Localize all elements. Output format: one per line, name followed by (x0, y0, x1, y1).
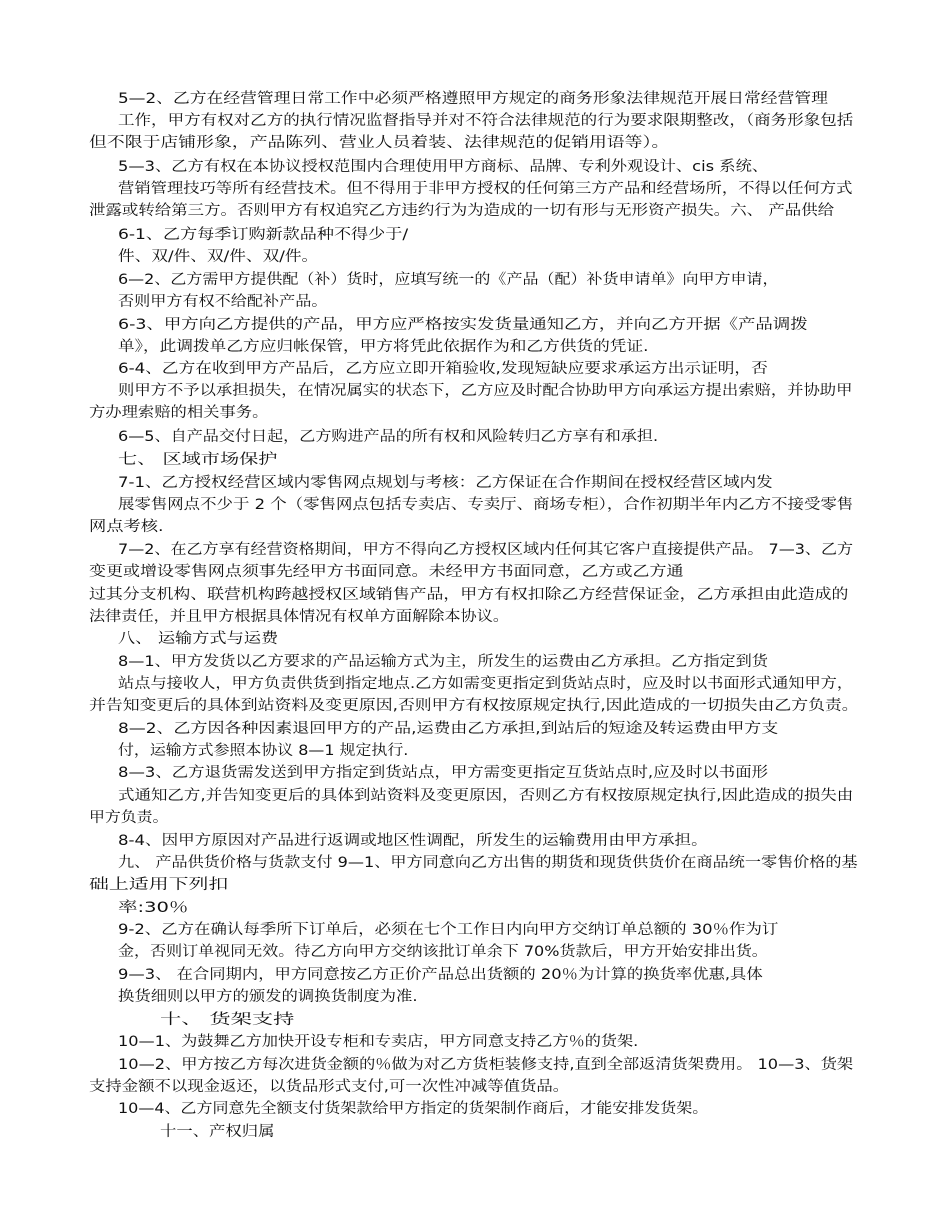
text-line: 9—3、 在合同期内，甲方同意按乙方正价产品总出货额的 20％为计算的换货率优惠,具体 (118, 967, 763, 983)
text-line: 8—3、乙方退货需发送到甲方指定到货站点，甲方需变更指定互货站点时,应及时以书面形 (118, 765, 769, 781)
text-line: 10—1、为鼓舞乙方加快开设专柜和专卖店，甲方同意支持乙方％的货架. (118, 1034, 639, 1050)
text-line: 变更或增设零售网点须事先经甲方书面同意。未经甲方书面同意，乙方或乙方通 (89, 564, 684, 580)
text-line: 方办理索赔的相关事务。 (89, 405, 269, 421)
text-line: 7—2、在乙方享有经营资格期间，甲方不得向乙方授权区域内任何其它客户直接提供产品。 7—3、乙方 (118, 542, 854, 558)
text-line: 则甲方不予以承担损失，在情况属实的状态下，乙方应及时配合协助甲方向承运方提出索赔，并协助甲 (118, 383, 853, 399)
text-line: 付，运输方式参照本协议 8—1 规定执行. (118, 743, 409, 759)
text-line: 础上适用下列扣 (89, 877, 229, 893)
text-line: 6—5、自产品交付日起，乙方购进产品的所有权和风险转归乙方享有和承担. (118, 429, 659, 445)
text-line: 单》，此调拨单乙方应归帐保管，甲方将凭此依据作为和乙方供货的凭证. (118, 339, 649, 355)
text-line: 5—3、乙方有权在本协议授权范围内合理使用甲方商标、品牌、专利外观设计、cis 系统、 (118, 159, 769, 175)
text-line: 率:30％ (118, 900, 189, 916)
text-line: 6-1、乙方每季订购新款品种不得少于/ (118, 227, 409, 243)
text-line: 10—4、乙方同意先全额支付货架款给甲方指定的货架制作商后，才能安排发货架。 (118, 1101, 709, 1117)
text-line: 并告知变更后的具体到站资料及变更原因,否则甲方有权按原规定执行,因此造成的一切损失由乙方负责。 (89, 698, 859, 714)
text-line: 式通知乙方,并告知变更后的具体到站资料及变更原因，否则乙方有权按原规定执行,因此造成的损失由 (118, 788, 854, 804)
text-line: 站点与接收人，甲方负责供货到指定地点.乙方如需变更指定到货站点时，应及时以书面形式通知甲方， (118, 676, 854, 692)
text-line: 否则甲方有权不给配补产品。 (118, 294, 328, 310)
text-line: 6-3、甲方向乙方提供的产品，甲方应严格按实发货量通知乙方，并向乙方开据《产品调拨 (118, 317, 808, 333)
text-line: 换货细则以甲方的颁发的调换货制度为准. (118, 989, 418, 1005)
text-line: 件、双/件、双/件、双/件。 (118, 249, 319, 265)
text-line: 7-1、乙方授权经营区域内零售网点规划与考核：乙方保证在合作期间在授权经营区域内发 (118, 475, 773, 491)
text-line: 10—2、甲方按乙方每次进货金额的％做为对乙方货柜装修支持,直到全部返清货架费用。 10—3、货架 (118, 1057, 854, 1073)
text-line: 5—2、乙方在经营管理日常工作中必须严格遵照甲方规定的商务形象法律规范开展日常经营管理 (118, 91, 828, 107)
text-line: 泄露或转给第三方。否则甲方有权追究乙方违约行为为造成的一切有形与无形资产损失。六、 产品供给 (89, 203, 835, 219)
text-line: 8—2、乙方因各种因素退回甲方的产品,运费由乙方承担,到站后的短途及转运费由甲方支 (118, 721, 779, 737)
text-line: 6-4、乙方在收到甲方产品后，乙方应立即开箱验收,发现短缺应要求承运方出示证明，否 (118, 361, 768, 377)
text-line: 支持金额不以现金返还，以货品形式支付,可一次性冲减等值货品。 (89, 1079, 570, 1095)
text-line: 九、 产品供货价格与货款支付 9—1、甲方同意向乙方出售的期货和现货供货价在商品统一零售价格的基 (118, 855, 858, 871)
text-line: 法律责任，并且甲方根据具体情况有权单方面解除本协议。 (89, 609, 509, 625)
text-line: 网点考核. (89, 519, 164, 535)
text-line: 甲方负责。 (89, 810, 169, 826)
text-line: 6—2、乙方需甲方提供配（补）货时，应填写统一的《产品（配）补货申请单》向甲方申请， (118, 272, 779, 288)
section-heading: 十一、产权归属 (160, 1124, 275, 1140)
text-line: 营销管理技巧等所有经营技术。但不得用于非甲方授权的任何第三方产品和经营场所，不得以任何方式 (118, 181, 853, 197)
section-heading: 七、 区域市场保护 (118, 452, 278, 468)
text-line: 工作，甲方有权对乙方的执行情况监督指导并对不符合法律规范的行为要求限期整改，（商务形象包括 (118, 113, 854, 129)
section-heading: 十、 货架支持 (160, 1012, 295, 1028)
text-line: 但不限于店铺形象，产品陈列、营业人员着装、法律规范的促销用语等）。 (89, 135, 670, 151)
text-line: 金，否则订单视同无效。待乙方向甲方交纳该批订单余下 70%货款后，甲方开始安排出货。 (118, 944, 768, 960)
text-line: 展零售网点不少于 2 个（零售网点包括专卖店、专卖厅、商场专柜），合作初期半年内乙方不接受零售 (118, 497, 854, 513)
text-line: 8-4、因甲方原因对产品进行返调或地区性调配，所发生的运输费用由甲方承担。 (118, 833, 708, 849)
text-line: 8—1、甲方发货以乙方要求的产品运输方式为主，所发生的运费由乙方承担。乙方指定到货 (118, 654, 768, 670)
text-line: 9-2、乙方在确认每季所下订单后，必须在七个工作日内向甲方交纳订单总额的 30％作为订 (118, 922, 779, 938)
section-heading: 八、 运输方式与运费 (118, 631, 279, 647)
text-line: 过其分支机构、联营机构跨越授权区域销售产品，甲方有权扣除乙方经营保证金，乙方承担由此造成的 (89, 587, 849, 603)
